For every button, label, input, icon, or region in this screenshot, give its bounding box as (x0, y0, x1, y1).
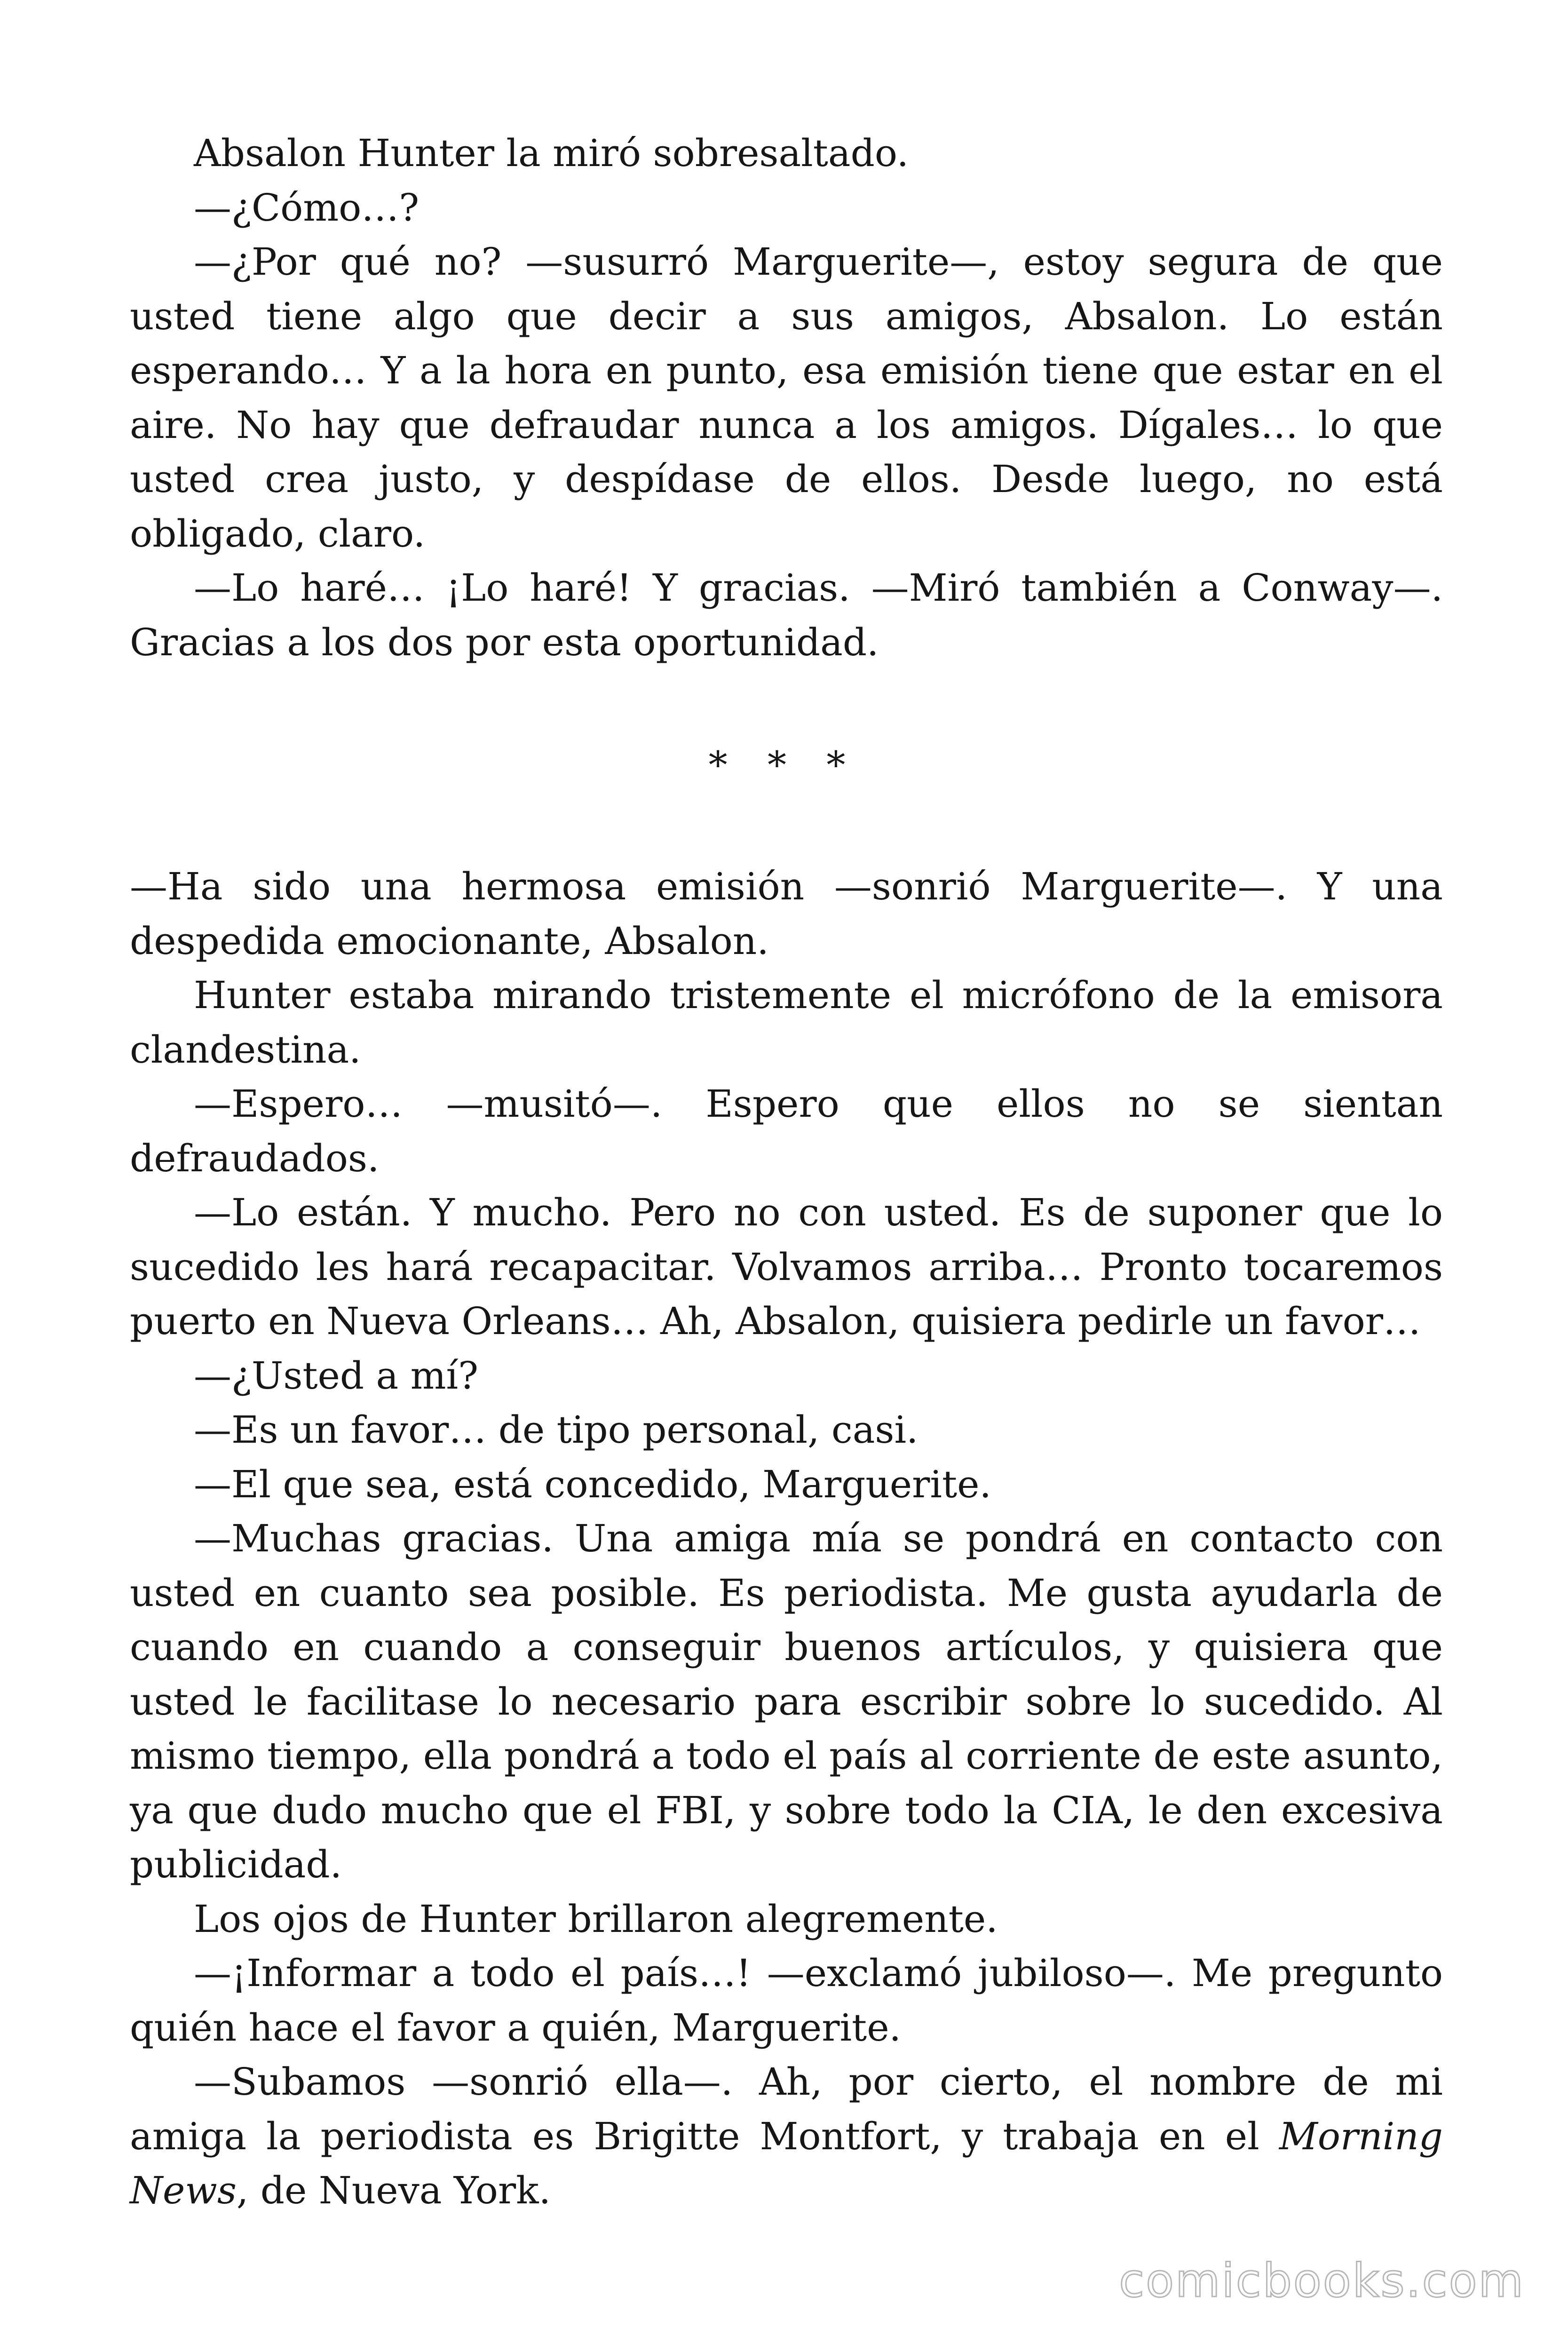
paragraph: Hunter estaba mirando tristemente el micrófono de la emisora clandestina. (130, 973, 1443, 1072)
watermark-logo: comicbooks.com (1119, 2254, 1525, 2308)
paragraph: —Ha sido una hermosa emisión —sonrió Marguerite—. Y una despedida emocionante, Absalon. (130, 865, 1443, 963)
paragraph: —Es un favor… de tipo personal, casi. (194, 1408, 919, 1452)
text-section-2 (130, 859, 1443, 2218)
paragraph: Absalon Hunter la miró sobresaltado. (194, 131, 909, 175)
paragraph-text: —Subamos —sonrió ella—. Ah, por cierto, el nombre de mi amiga la periodista es Brigitte Montfort, y trabaja en el (130, 2060, 1443, 2158)
text-section-1 (130, 126, 1443, 669)
paragraph: —El que sea, está concedido, Marguerite. (194, 1462, 991, 1506)
paragraph: —¿Cómo…? (194, 185, 420, 230)
newspaper-title: Morning News (130, 2114, 1443, 2212)
paragraph: Los ojos de Hunter brillaron alegremente. (194, 1897, 998, 1941)
last-paragraph (130, 2055, 1443, 2218)
paragraph: —¿Por qué no? —susurró Marguerite—, estoy segura de que usted tiene algo que decir a sus amigos, Absalon. Lo están esperando… Y a la hora en punto, esa emisión tiene que estar en el aire. No hay que defraudar nunca a los amigos. Dígales… lo que usted crea justo, y despídase de ellos. Desde luego, no está obligado, claro. (130, 240, 1443, 556)
paragraph-text: , de Nueva York. (236, 2169, 551, 2212)
paragraph: —¿Usted a mí? (194, 1353, 478, 1398)
paragraph: —Lo haré… ¡Lo haré! Y gracias. —Miró también a Conway—. Gracias a los dos por esta oportunidad. (130, 566, 1443, 664)
paragraph: —¡Informar a todo el país…! —exclamó jubiloso—. Me pregunto quién hace el favor a quién, Marguerite. (130, 1951, 1443, 2050)
paragraph: —Muchas gracias. Una amiga mía se pondrá en contacto con usted en cuanto sea posible. Es periodista. Me gusta ayudarla de cuando en cuando a conseguir buenos artículos, y quisiera que usted le facilitase lo necesario para escribir sobre lo sucedido. Al mismo tiempo, ella pondrá a todo el país al corriente de este asunto, ya que dudo mucho que el FBI, y sobre todo la CIA, le den excesiva publicidad. (130, 1517, 1443, 1886)
paragraph: —Lo están. Y mucho. Pero no con usted. Es de suponer que lo sucedido les hará recapacitar. Volvamos arriba… Pronto tocaremos puerto en Nueva Orleans… Ah, Absalon, quisiera pedirle un favor… (130, 1191, 1443, 1343)
paragraph: —Espero… —musitó—. Espero que ellos no se sientan defraudados. (130, 1082, 1443, 1180)
section-separator: * * * (708, 743, 860, 787)
